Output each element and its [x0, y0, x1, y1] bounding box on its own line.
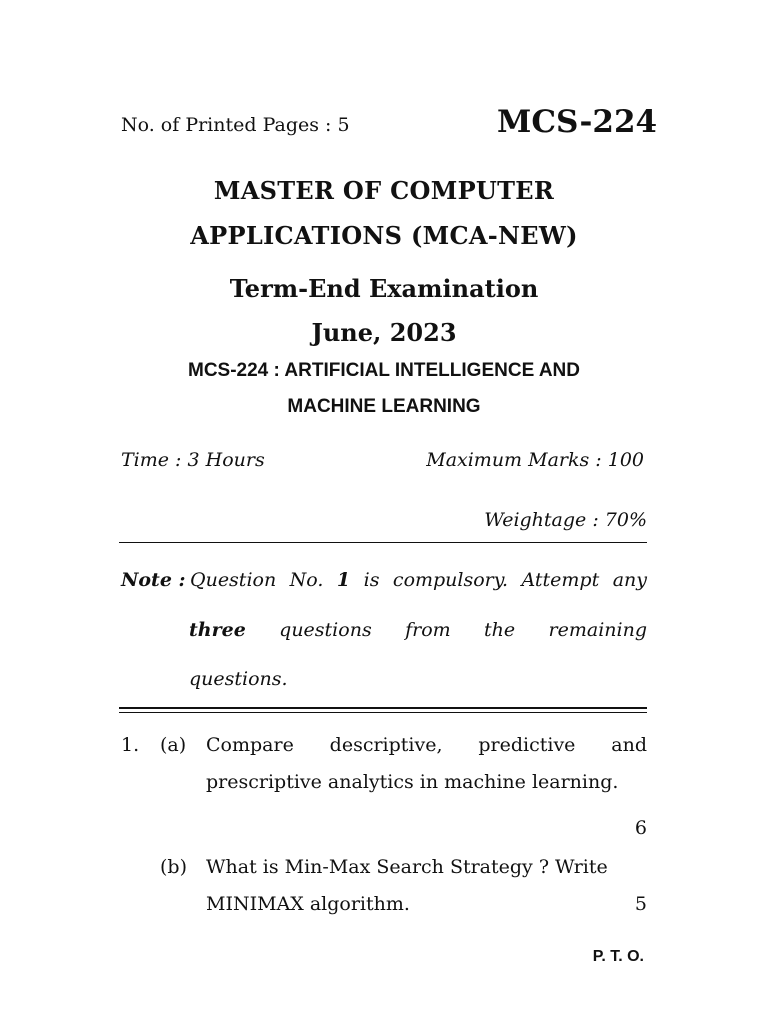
maximum-marks: Maximum Marks : 100: [426, 449, 644, 471]
exam-title: Term-End Examination: [229, 274, 539, 303]
note-word: from: [405, 619, 451, 641]
note-word: Attempt: [521, 569, 600, 591]
note-line2: [189, 619, 647, 641]
question-1a-line2: prescriptive analytics in machine learning.: [206, 771, 619, 793]
note-line1: [190, 569, 647, 591]
divider: [119, 542, 647, 543]
course-code: MCS-224: [497, 104, 658, 140]
question-word: descriptive,: [329, 734, 443, 756]
exam-session: June, 2023: [311, 318, 457, 347]
page-turn-indicator: P. T. O.: [592, 948, 644, 965]
note-word: 1: [336, 569, 351, 591]
programme-title-line1: MASTER OF COMPUTER: [213, 176, 555, 205]
question-part-label: (b): [160, 856, 187, 878]
question-1b-line2: MINIMAX algorithm.: [206, 893, 410, 915]
question-1a-marks: 6: [634, 817, 647, 839]
course-title-line1: MCS-224 : ARTIFICIAL INTELLIGENCE AND: [188, 360, 580, 381]
note-word: compulsory.: [392, 569, 509, 591]
question-number: 1.: [121, 734, 140, 756]
question-1a-line1: [206, 734, 647, 756]
double-divider-top: [119, 707, 647, 709]
question-1b-line1: What is Min-Max Search Strategy ? Write: [206, 856, 608, 878]
question-word: and: [611, 734, 647, 756]
programme-title-line2: APPLICATIONS (MCA-NEW): [190, 221, 578, 250]
note-label: Note :: [121, 569, 186, 591]
course-title-line2: MACHINE LEARNING: [287, 396, 481, 417]
note-word: the: [484, 619, 516, 641]
double-divider-bottom: [119, 712, 647, 713]
weightage: Weightage : 70%: [484, 509, 647, 531]
printed-pages: No. of Printed Pages : 5: [121, 114, 350, 136]
note-word: remaining: [548, 619, 647, 641]
note-word: No.: [289, 569, 324, 591]
note-word: Question: [190, 569, 277, 591]
note-line3: questions.: [189, 668, 288, 690]
question-word: Compare: [206, 734, 294, 756]
question-1b-marks: 5: [634, 893, 647, 915]
question-word: predictive: [478, 734, 576, 756]
note-word: questions: [279, 619, 372, 641]
question-part-label: (a): [160, 734, 187, 756]
note-word: is: [363, 569, 380, 591]
note-word: three: [189, 619, 246, 641]
exam-time: Time : 3 Hours: [121, 449, 265, 471]
note-word: any: [612, 569, 647, 591]
